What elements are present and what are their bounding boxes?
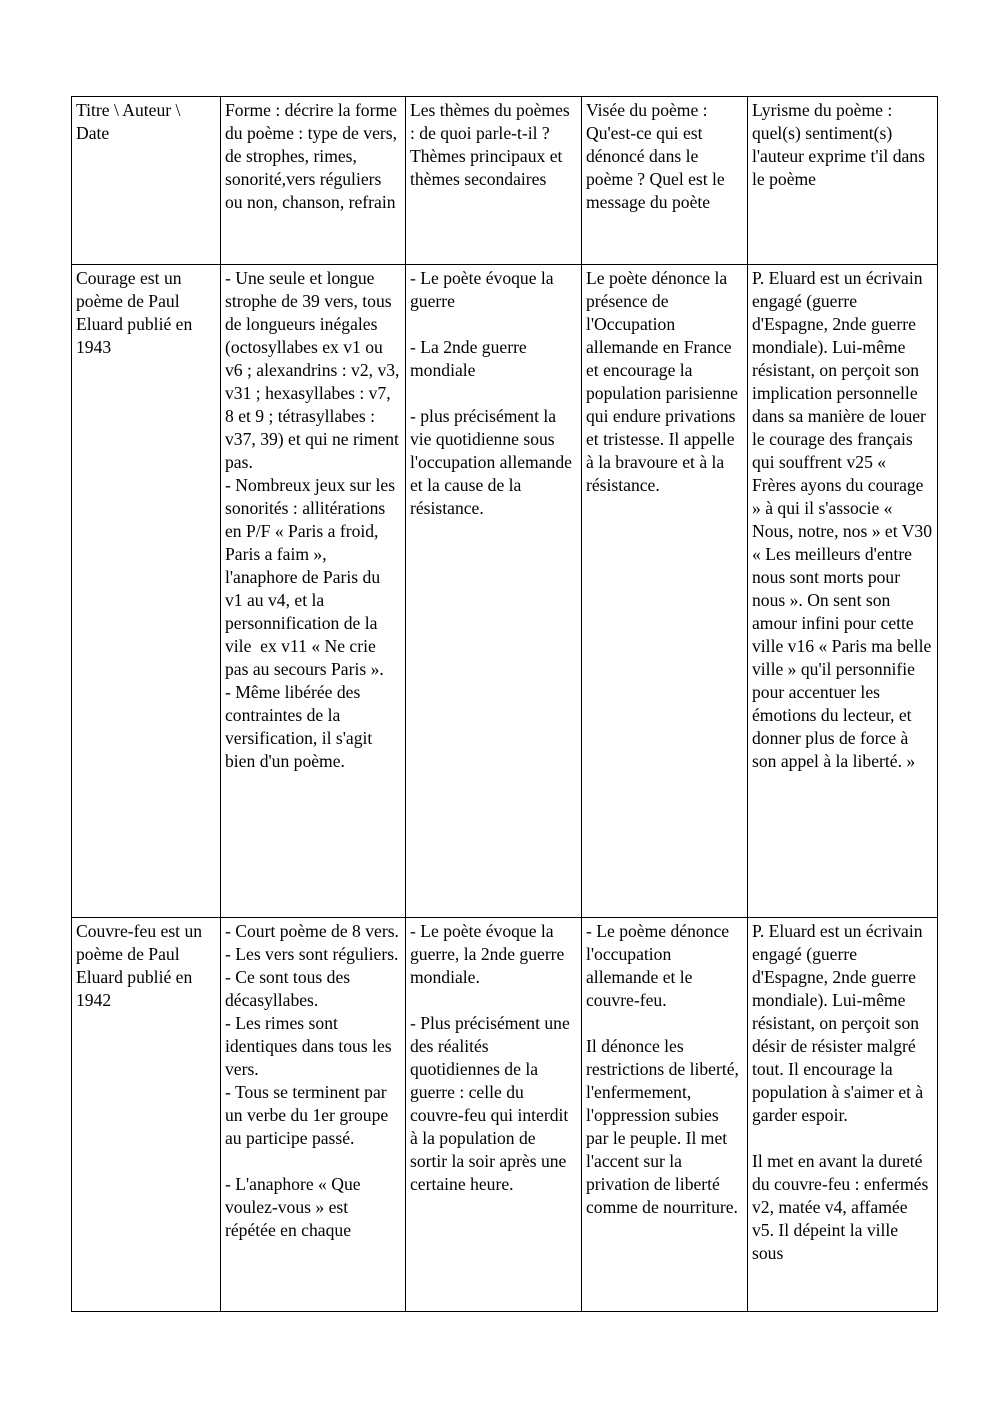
- cell-themes: - Le poète évoque la guerre, la 2nde guerre mondiale. - Plus précisément une des réalités quotidiennes de la guerre : celle du couvre-feu qui interdit à la population de sortir la soir après une certaine heure.: [406, 918, 582, 1312]
- poem-analysis-table: [71, 96, 938, 1312]
- header-forme: Forme : décrire la forme du poème : type de vers, de strophes, rimes, sonorité,vers réguliers ou non, chanson, refrain: [221, 97, 406, 265]
- cell-visee: - Le poème dénonce l'occupation allemande et le couvre-feu. Il dénonce les restrictions de liberté, l'enfermement, l'oppression subies par le peuple. Il met l'accent sur la privation de liberté comme de nourriture.: [582, 918, 748, 1312]
- cell-visee: Le poète dénonce la présence de l'Occupation allemande en France et encourage la population parisienne qui endure privations et tristesse. Il appelle à la bravoure et à la résistance.: [582, 265, 748, 918]
- table-row: [72, 918, 938, 1312]
- cell-forme: - Court poème de 8 vers. - Les vers sont réguliers. - Ce sont tous des décasyllabes. - Les rimes sont identiques dans tous les vers. - Tous se terminent par un verbe du 1er groupe au participe passé. - L'anaphore « Que voulez-vous » est répétée en chaque: [221, 918, 406, 1312]
- cell-titre: Couvre-feu est un poème de Paul Eluard publié en 1942: [72, 918, 221, 1312]
- header-titre: Titre \ Auteur \ Date: [72, 97, 221, 265]
- table-header-row: [72, 97, 938, 265]
- header-visee: Visée du poème : Qu'est-ce qui est dénoncé dans le poème ? Quel est le message du poète: [582, 97, 748, 265]
- header-themes: Les thèmes du poèmes : de quoi parle-t-il ? Thèmes principaux et thèmes secondaires: [406, 97, 582, 265]
- cell-forme: - Une seule et longue strophe de 39 vers, tous de longueurs inégales (octosyllabes ex v1 ou v6 ; alexandrins : v2, v3, v31 ; hexasyllabes : v7, 8 et 9 ; tétrasyllabes : v37, 39) et qui ne riment pas. - Nombreux jeux sur les sonorités : allitérations en P/F « Paris a froid, Paris a faim », l'anaphore de Paris du v1 au v4, et la personnification de la vile ex v11 « Ne crie pas au secours Paris ». - Même libérée des contraintes de la versification, il s'agit bien d'un poème.: [221, 265, 406, 918]
- cell-lyrisme: P. Eluard est un écrivain engagé (guerre d'Espagne, 2nde guerre mondiale). Lui-même résistant, on perçoit son désir de résister malgré tout. Il encourage la population à s'aimer et à garder espoir. Il met en avant la dureté du couvre-feu : enfermés v2, matée v4, affamée v5. Il dépeint la ville sous: [748, 918, 938, 1312]
- header-lyrisme: Lyrisme du poème : quel(s) sentiment(s) l'auteur exprime t'il dans le poème: [748, 97, 938, 265]
- table-row: [72, 265, 938, 918]
- cell-themes: - Le poète évoque la guerre - La 2nde guerre mondiale - plus précisément la vie quotidienne sous l'occupation allemande et la cause de la résistance.: [406, 265, 582, 918]
- cell-lyrisme: P. Eluard est un écrivain engagé (guerre d'Espagne, 2nde guerre mondiale). Lui-même résistant, on perçoit son implication personnelle dans sa manière de louer le courage des français qui souffrent v25 « Frères ayons du courage » à qui il s'associe « Nous, notre, nos » et V30 « Les meilleurs d'entre nous sont morts pour nous ». On sent son amour infini pour cette ville v16 « Paris ma belle ville » qu'il personnifie pour accentuer les émotions du lecteur, et donner plus de force à son appel à la liberté. »: [748, 265, 938, 918]
- cell-titre: Courage est un poème de Paul Eluard publié en 1943: [72, 265, 221, 918]
